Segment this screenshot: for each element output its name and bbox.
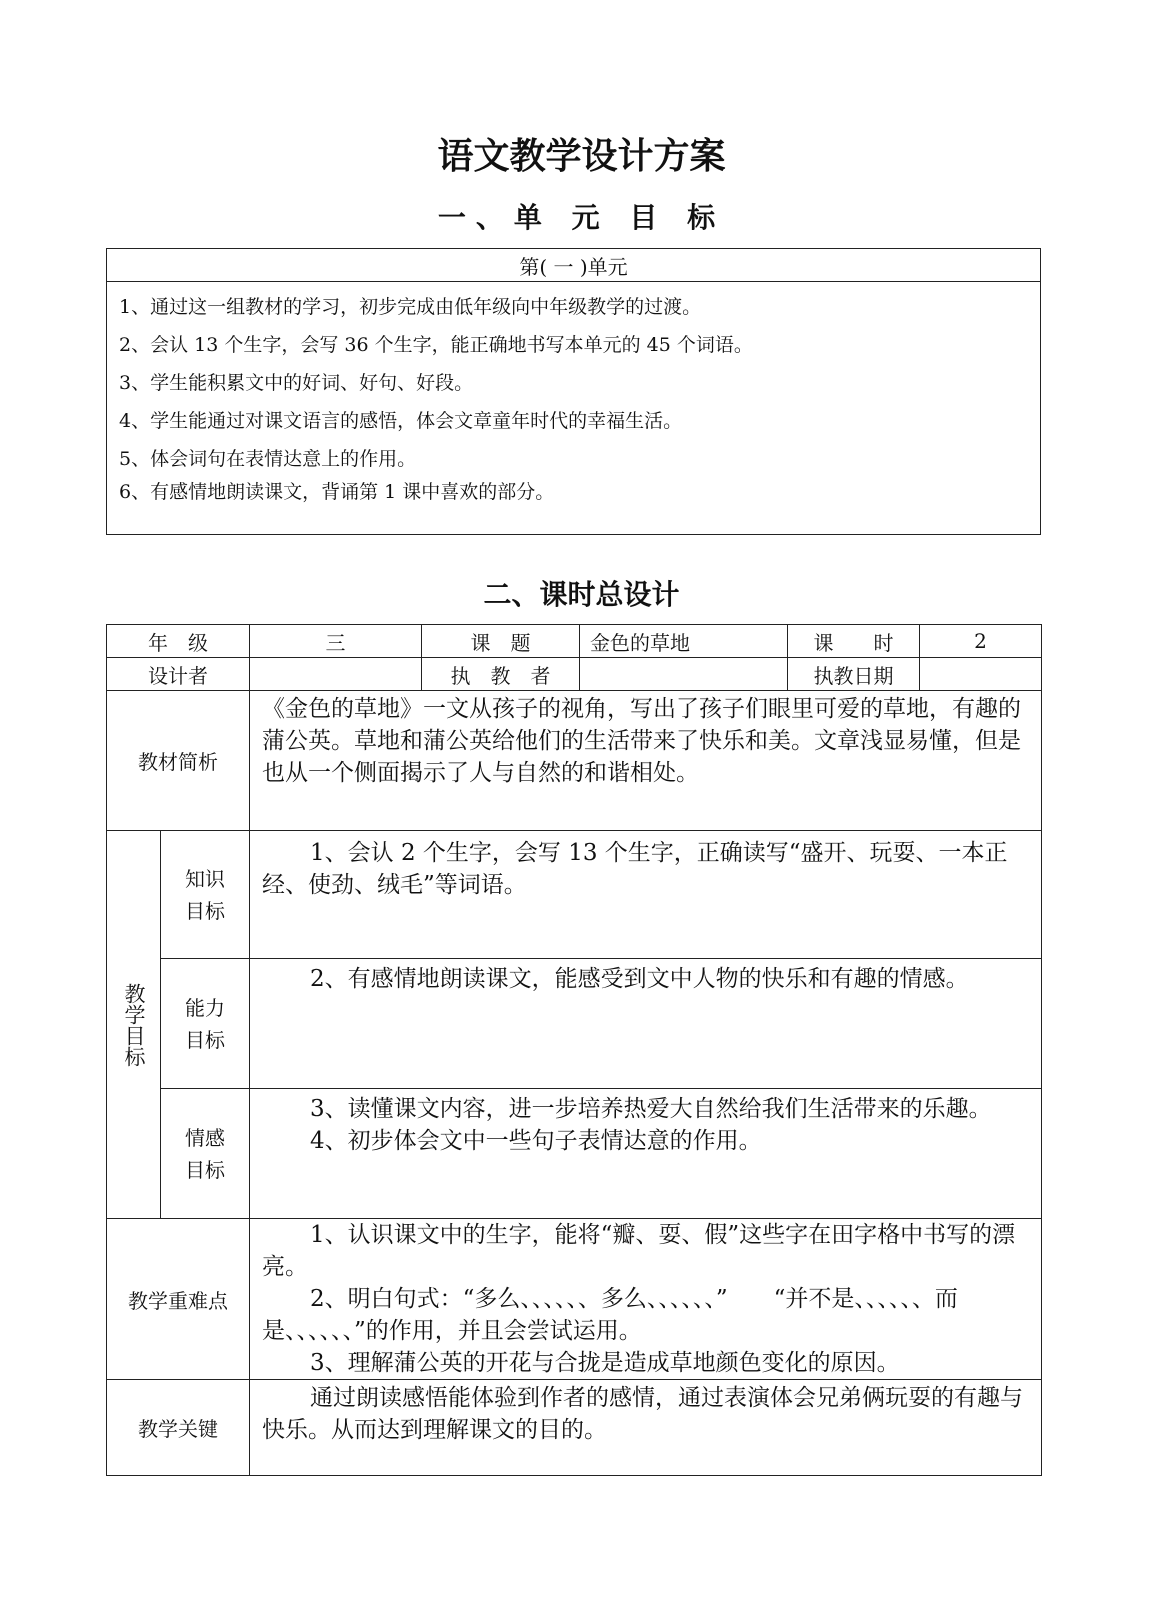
key-point-item: 3、理解蒲公英的开花与合拢是造成草地颜色变化的原因。	[310, 1350, 900, 1376]
unit-label: 第( 一 )单元	[107, 249, 1041, 282]
goal-item: 1、通过这一组教材的学习，初步完成由低年级向中年级教学的过渡。	[119, 296, 702, 318]
emotion-goal-item: 4、初步体会文中一些句子表情达意的作用。	[310, 1128, 762, 1154]
date-value	[920, 658, 1042, 691]
emotion-goal-label-line1: 情感	[185, 1125, 225, 1150]
topic-value: 金色的草地	[580, 625, 788, 658]
objectives-label: 教学目标	[107, 831, 161, 1219]
lesson-design-table	[106, 624, 1042, 1476]
knowledge-goal-label-line2: 目标	[185, 898, 225, 923]
analysis-text: 《金色的草地》一文从孩子的视角，写出了孩子们眼里可爱的草地，有趣的蒲公英。草地和蒲公英给他们的生活带来了快乐和美。文章浅显易懂，但是也从一个侧面揭示了人与自然的和谐相处。	[250, 691, 1042, 831]
key-text: 通过朗读感悟能体验到作者的感情，通过表演体会兄弟俩玩耍的有趣与快乐。从而达到理解课文的目的。	[250, 1380, 1042, 1476]
goal-item: 6、有感情地朗读课文，背诵第 1 课中喜欢的部分。	[119, 481, 555, 503]
knowledge-goal-label	[161, 831, 250, 959]
emotion-goal-item: 3、读懂课文内容，进一步培养热爱大自然给我们生活带来的乐趣。	[310, 1096, 992, 1122]
unit-goals-list	[107, 282, 1041, 535]
emotion-goal-label-line2: 目标	[185, 1157, 225, 1182]
teacher-label: 执 教 者	[422, 658, 580, 691]
key-points-label: 教学重难点	[107, 1219, 250, 1380]
designer-value	[250, 658, 422, 691]
designer-label: 设计者	[107, 658, 250, 691]
key-label: 教学关键	[107, 1380, 250, 1476]
grade-value: 三	[250, 625, 422, 658]
emotion-goal-label	[161, 1089, 250, 1219]
key-point-item: 2、明白句式：“多么、、、、、、多么、、、、、、” “并不是、、、、、、而是、、、、、、”的作用，并且会尝试运用。	[262, 1286, 958, 1344]
section-heading-unit-goals: 一、单 元 目 标	[437, 201, 726, 234]
hours-label: 课 时	[788, 625, 920, 658]
goal-item: 5、体会词句在表情达意上的作用。	[119, 448, 417, 470]
unit-goals-table	[106, 248, 1041, 535]
teacher-value	[580, 658, 788, 691]
section-heading-lesson-design: 二、课时总设计	[483, 578, 680, 611]
goal-item: 3、学生能积累文中的好词、好句、好段。	[119, 372, 474, 394]
analysis-label: 教材简析	[107, 691, 250, 831]
ability-goal-text: 2、有感情地朗读课文，能感受到文中人物的快乐和有趣的情感。	[250, 959, 1042, 1089]
ability-goal-label	[161, 959, 250, 1089]
goal-item: 2、会认 13 个生字，会写 36 个生字，能正确地书写本单元的 45 个词语。	[119, 334, 753, 356]
ability-goal-label-line2: 目标	[185, 1027, 225, 1052]
key-points-text	[250, 1219, 1042, 1380]
key-point-item: 1、认识课文中的生字，能将“瓣、耍、假”这些字在田字格中书写的漂亮。	[262, 1222, 1016, 1280]
knowledge-goal-label-line1: 知识	[185, 866, 225, 891]
goal-item: 4、学生能通过对课文语言的感悟，体会文章童年时代的幸福生活。	[119, 410, 683, 432]
topic-label: 课 题	[422, 625, 580, 658]
document-title: 语文教学设计方案	[437, 135, 726, 177]
emotion-goal-text	[250, 1089, 1042, 1219]
date-label: 执教日期	[788, 658, 920, 691]
grade-label: 年 级	[107, 625, 250, 658]
ability-goal-label-line1: 能力	[185, 995, 225, 1020]
knowledge-goal-text: 1、会认 2 个生字，会写 13 个生字，正确读写“盛开、玩耍、一本正经、使劲、绒毛”等词语。	[250, 831, 1042, 959]
hours-value: 2	[920, 625, 1042, 658]
